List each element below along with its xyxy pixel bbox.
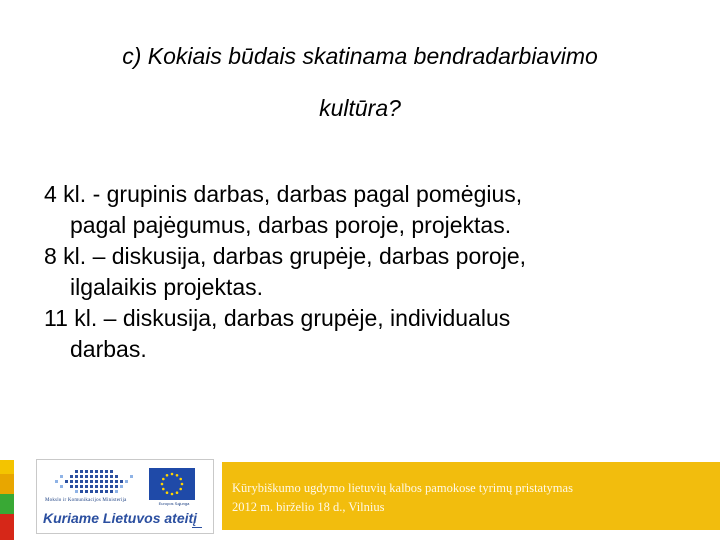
paragraph-grade-8 <box>44 241 694 303</box>
logo-slogan: Kuriame Lietuvos ateitį <box>43 510 198 526</box>
paragraph-line: darbas. <box>70 336 147 362</box>
stripe-green <box>0 494 14 514</box>
stripe-yellow <box>0 460 14 474</box>
paragraph-line: 4 kl. - grupinis darbas, darbas pagal pomėgius, <box>44 181 523 207</box>
paragraph-grade-11 <box>44 303 694 365</box>
slogan-underline <box>192 527 202 528</box>
paragraph-line: 11 kl. – diskusija, darbas grupėje, individualus <box>44 305 511 331</box>
footer-line-2: 2012 m. birželio 18 d., Vilnius <box>232 500 385 514</box>
slide-title-line-2: kultūra? <box>319 95 401 121</box>
lithuania-dot-map-icon <box>45 466 163 510</box>
slide-title-line-1: c) Kokiais būdais skatinama bendradarbiavimo <box>122 43 598 69</box>
footer-line-1: Kūrybiškumo ugdymo lietuvių kalbos pamokose tyrimų pristatymas <box>232 481 573 495</box>
slide-body <box>44 179 694 365</box>
sponsor-logo <box>36 459 214 534</box>
footer-caption <box>232 479 718 517</box>
paragraph-line: 8 kl. – diskusija, darbas grupėje, darbas poroje, <box>44 243 527 269</box>
eu-flag-icon <box>149 468 195 500</box>
paragraph-line: pagal pajėgumus, darbas poroje, projektas. <box>70 212 512 238</box>
paragraph-line: ilgalaikis projektas. <box>70 274 264 300</box>
footer-color-stripes <box>0 460 14 540</box>
eu-caption: Europos Sąjunga <box>158 501 190 506</box>
ministry-name: Mokslo ir Komunikacijos Ministerija <box>45 498 127 503</box>
slide-title <box>0 30 720 134</box>
stripe-orange <box>0 474 14 494</box>
stripe-red <box>0 514 14 540</box>
paragraph-grade-4 <box>44 179 694 241</box>
